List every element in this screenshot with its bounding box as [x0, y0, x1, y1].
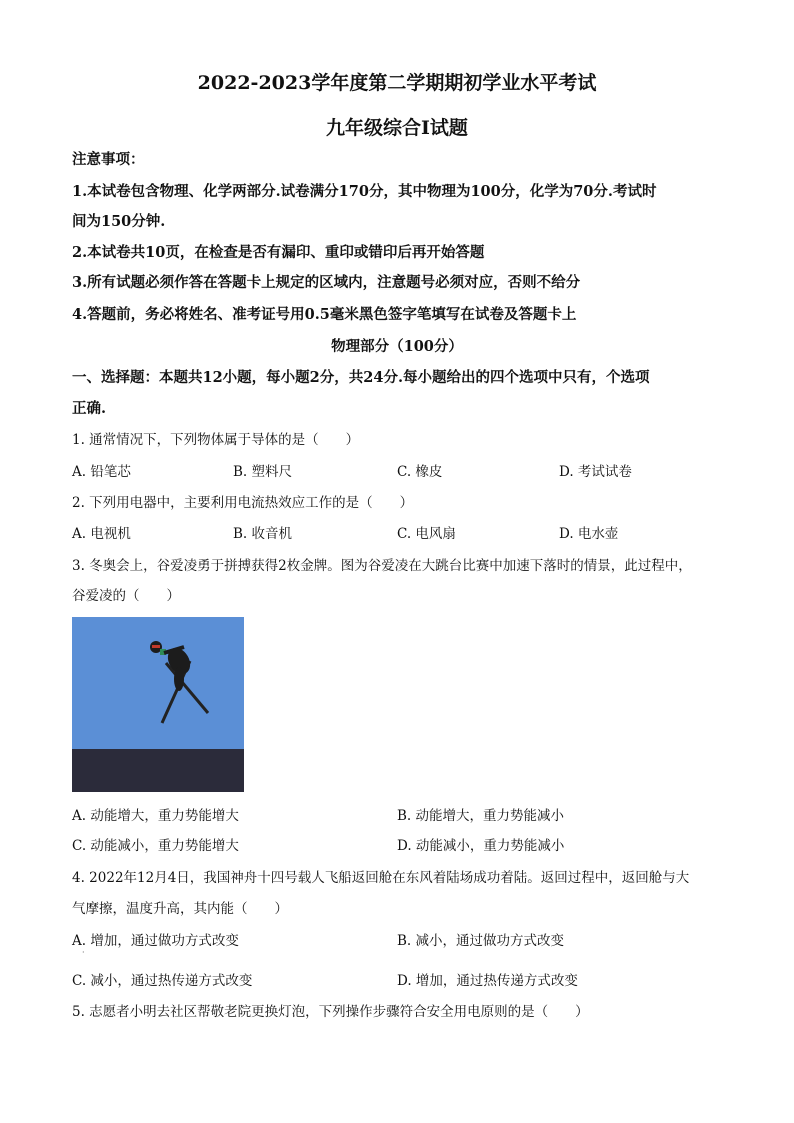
skier-photo — [72, 617, 244, 792]
skier-goggles — [152, 645, 160, 648]
question-5-stem: 5. 志愿者小明去社区帮敬老院更换灯泡，下列操作步骤符合安全用电原则的是（ ） — [72, 1004, 589, 1020]
part1-instructions-line-2: 正确. — [72, 400, 107, 417]
skier-photo-icon — [72, 617, 244, 792]
question-3-stem-line-1: 3. 冬奥会上，谷爱凌勇于拼搏获得2枚金牌。图为谷爱凌在大跳台比赛中加速下落时的情景，此过程中， — [72, 558, 692, 574]
question-3-option-b: B. 动能增大，重力势能减小 — [397, 808, 565, 824]
question-1-option-d: D. 考试试卷 — [559, 464, 632, 480]
question-1-stem: 1. 通常情况下，下列物体属于导体的是（ ） — [72, 432, 360, 448]
part1-instructions-line-1: 一、选择题：本题共12小题，每小题2分，共24分.每小题给出的四个选项中只有，个选项 — [72, 369, 650, 386]
question-4-option-d: D. 增加，通过热传递方式改变 — [397, 973, 578, 989]
question-4-stem-line-2: 气摩擦，温度升高，其内能（ ） — [72, 901, 288, 917]
question-4-option-b: B. 减小，通过做功方式改变 — [397, 933, 565, 949]
exam-title: 2022-2023学年度第二学期期初学业水平考试 — [197, 72, 597, 94]
question-3-option-a: A. 动能增大，重力势能增大 — [72, 808, 239, 824]
question-4-stem-line-1: 4. 2022年12月4日，我国神舟十四号载人飞船返回舱在东风着陆场成功着陆。返回过程中，返回舱与大 — [72, 870, 690, 886]
note-item-1-line-1: 1.本试卷包含物理、化学两部分.试卷满分170分，其中物理为100分，化学为70分.考试时 — [72, 183, 657, 200]
stray-dot: · — [82, 948, 85, 957]
question-1-option-b: B. 塑料尺 — [233, 464, 293, 480]
note-item-3: 3.所有试题必须作答在答题卡上规定的区域内，注意题号必须对应，否则不给分 — [72, 274, 581, 291]
exam-subtitle: 九年级综合Ⅰ试题 — [326, 117, 468, 139]
question-2-option-a: A. 电视机 — [72, 526, 131, 542]
photo-sky — [72, 617, 244, 749]
note-item-1-line-2: 间为150分钟. — [72, 213, 166, 230]
question-2-option-c: C. 电风扇 — [397, 526, 456, 542]
question-2-stem: 2. 下列用电器中，主要利用电流热效应工作的是（ ） — [72, 495, 414, 511]
note-item-2: 2.本试卷共10页，在检查是否有漏印、重印或错印后再开始答题 — [72, 244, 485, 261]
question-2-option-b: B. 收音机 — [233, 526, 293, 542]
section-title: 物理部分（100分） — [331, 338, 463, 355]
question-3-option-c: C. 动能减小，重力势能增大 — [72, 838, 239, 854]
question-1-option-a: A. 铅笔芯 — [72, 464, 131, 480]
question-3-option-d: D. 动能减小，重力势能减小 — [397, 838, 565, 854]
question-3-stem-line-2: 谷爱凌的（ ） — [72, 588, 180, 604]
question-4-option-a: A. 增加，通过做功方式改变 — [72, 933, 239, 949]
notes-heading: 注意事项： — [72, 151, 145, 168]
question-4-option-c: C. 减小，通过热传递方式改变 — [72, 973, 253, 989]
question-1-option-c: C. 橡皮 — [397, 464, 443, 480]
skier-legs — [174, 667, 184, 691]
photo-ground — [72, 749, 244, 792]
question-2-option-d: D. 电水壶 — [559, 526, 619, 542]
note-item-4: 4.答题前，务必将姓名、准考证号用0.5毫米黑色签字笔填写在试卷及答题卡上 — [72, 306, 577, 323]
